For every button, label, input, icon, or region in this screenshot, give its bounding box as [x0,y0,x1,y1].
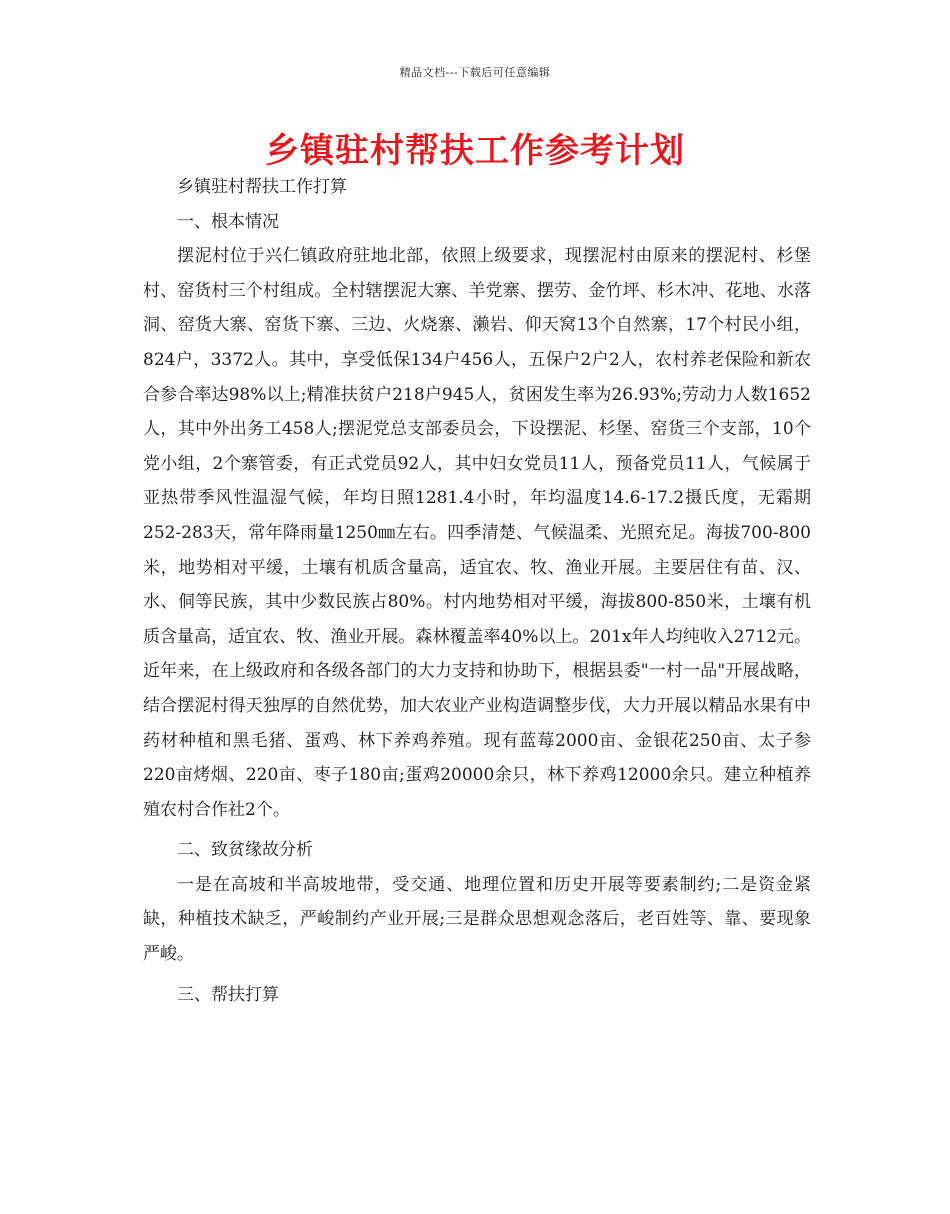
section-heading-3: 三、帮扶打算 [177,984,279,1005]
section-heading-2: 二、致贫缘故分析 [177,840,313,861]
document-title: 乡镇驻村帮扶工作参考计划 [265,131,685,171]
document-subtitle: 乡镇驻村帮扶工作打算 [177,177,347,197]
section-paragraph-1: 摆泥村位于兴仁镇政府驻地北部，依照上级要求，现摆泥村由原来的摆泥村、杉堡村、窑货村三个村组成。全村辖摆泥大寨、羊党寨、摆劳、金竹坪、杉木冲、花地、水落洞、窑货大寨、窑货下寨、三边、火烧寨、濑岩、仰天窝13个自然寨，17个村民小组，824户，3372人。其中，享受低保134户456人，五保户2户2人，农村养老保险和新农合参合率达98%以上;精准扶贫户218户945人，贫困发生率为26.93%;劳动力人数1652人，其中外出务工458人;摆泥党总支部委员会，下设摆泥、杉堡、窑货三个支部，10个党小组，2个寨管委，有正式党员92人，其中妇女党员11人，预备党员11人，气候属于亚热带季风性温湿气候，年均日照1281.4小时，年均温度14.6-17.2摄氏度，无霜期252-283天，常年降雨量1250㎜左右。四季清楚、气候温柔、光照充足。海拔700-800米，地势相对平缓，土壤有机质含量高，适宜农、牧、渔业开展。主要居住有苗、汉、水、侗等民族，其中少数民族占80%。村内地势相对平缓，海拔800-850米，土壤有机质含量高，适宜农、牧、渔业开展。森林覆盖率40%以上。201x年人均纯收入2712元。近年来，在上级政府和各级各部门的大力支持和协助下，根据县委"一村一品"开展战略，结合摆泥村得天独厚的自然优势，加大农业产业构造调整步伐，大力开展以精品水果有中药材种植和黑毛猪、蛋鸡、林下养鸡养殖。现有蓝莓2000亩、金银花250亩、太子参220亩烤烟、220亩、枣子180亩;蛋鸡20000余只，林下养鸡12000余只。建立种植养殖农村合作社2个。 [143,246,811,820]
section-paragraph-2: 一是在高坡和半高坡地带，受交通、地理位置和历史开展等要素制约;二是资金紧缺，种植技术缺乏，严峻制约产业开展;三是群众思想观念落后，老百姓等、靠、要现象严峻。 [143,874,811,965]
document-body [143,170,811,1012]
header-note: 精品文档---下载后可任意编辑 [399,66,551,79]
section-heading-1: 一、根本情况 [177,211,279,232]
